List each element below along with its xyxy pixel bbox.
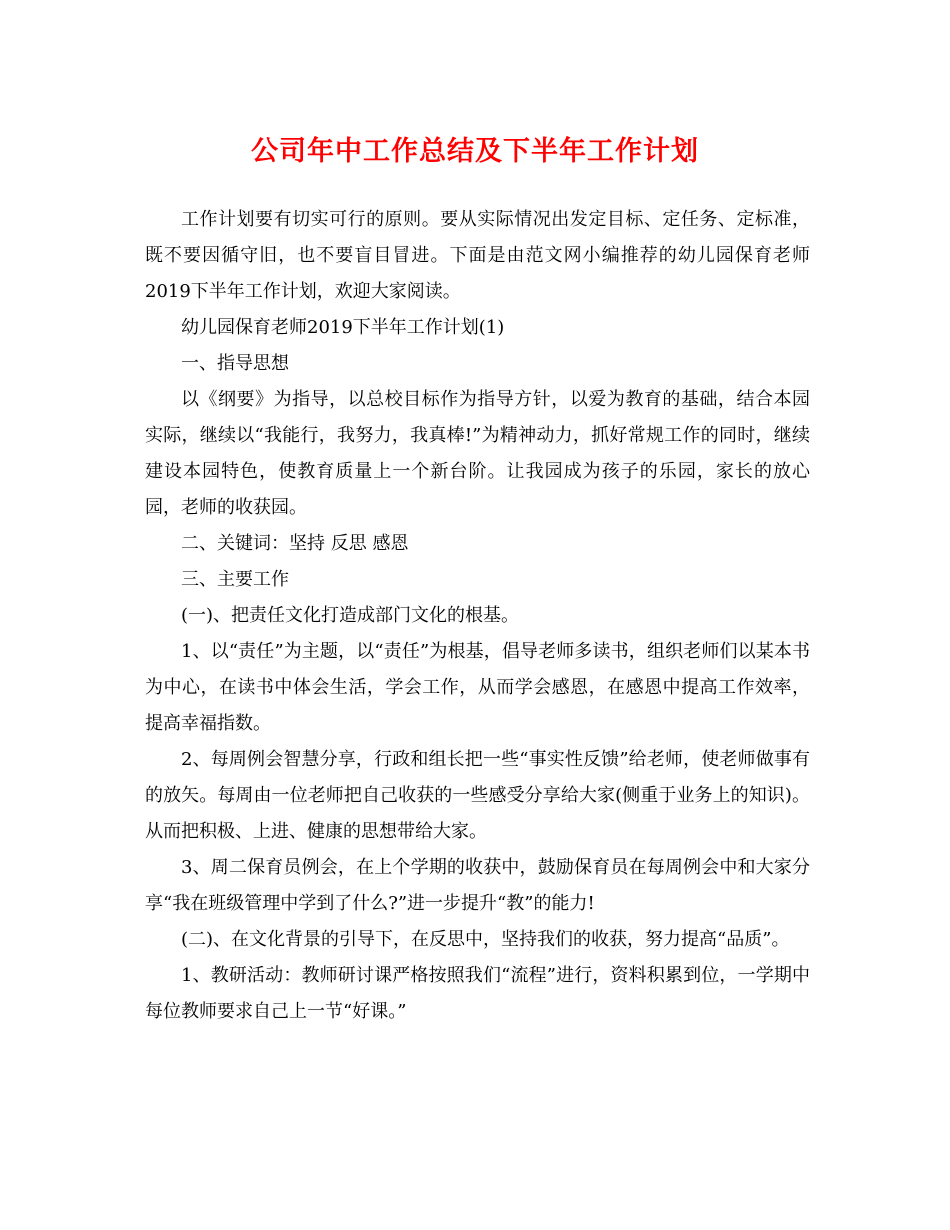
subsection-heading-2: (二)、在文化背景的引导下，在反思中，坚持我们的收获，努力提高“品质”。: [181, 929, 790, 950]
section-heading-keywords: 二、关键词：坚持 反思 感恩: [181, 533, 409, 554]
paragraph-item-2: 2、每周例会智慧分享，行政和组长把一些“事实性反馈”给老师，使老师做事有的放矢。每周由一位老师把自己收获的一些感受分享给大家(侧重于业务上的知识)。从而把积极、上进、健康的思想带给大家。: [145, 749, 810, 842]
document-body: [145, 202, 810, 1030]
paragraph-guiding-thought: 以《纲要》为指导，以总校目标作为指导方针，以爱为教育的基础，结合本园实际，继续以“我能行，我努力，我真棒!”为精神动力，抓好常规工作的同时，继续建设本园特色，使教育质量上一个新台阶。让我园成为孩子的乐园，家长的放心园，老师的收获园。: [145, 389, 810, 518]
paragraph-item-4: 1、教研活动：教师研讨课严格按照我们“流程”进行，资料积累到位，一学期中每位教师要求自己上一节“好课。”: [145, 965, 810, 1022]
document-title: 公司年中工作总结及下半年工作计划: [251, 136, 699, 167]
section-heading-main-work: 三、主要工作: [181, 569, 289, 590]
section-heading-guiding-thought: 一、指导思想: [181, 353, 289, 374]
subsection-heading-1: (一)、把责任文化打造成部门文化的根基。: [181, 605, 520, 626]
paragraph-item-1: 1、以“责任”为主题，以“责任”为根基，倡导老师多读书，组织老师们以某本书为中心，在读书中体会生活，学会工作，从而学会感恩，在感恩中提高工作效率，提高幸福指数。: [145, 641, 810, 734]
paragraph-item-3: 3、周二保育员例会，在上个学期的收获中，鼓励保育员在每周例会中和大家分享“我在班级管理中学到了什么?”进一步提升“教”的能力!: [145, 857, 810, 914]
paragraph-intro: 工作计划要有切实可行的原则。要从实际情况出发定目标、定任务、定标准，既不要因循守旧，也不要盲目冒进。下面是由范文网小编推荐的幼儿园保育老师2019下半年工作计划，欢迎大家阅读。: [145, 209, 810, 302]
paragraph-plan-heading: 幼儿园保育老师2019下半年工作计划(1): [181, 317, 505, 338]
